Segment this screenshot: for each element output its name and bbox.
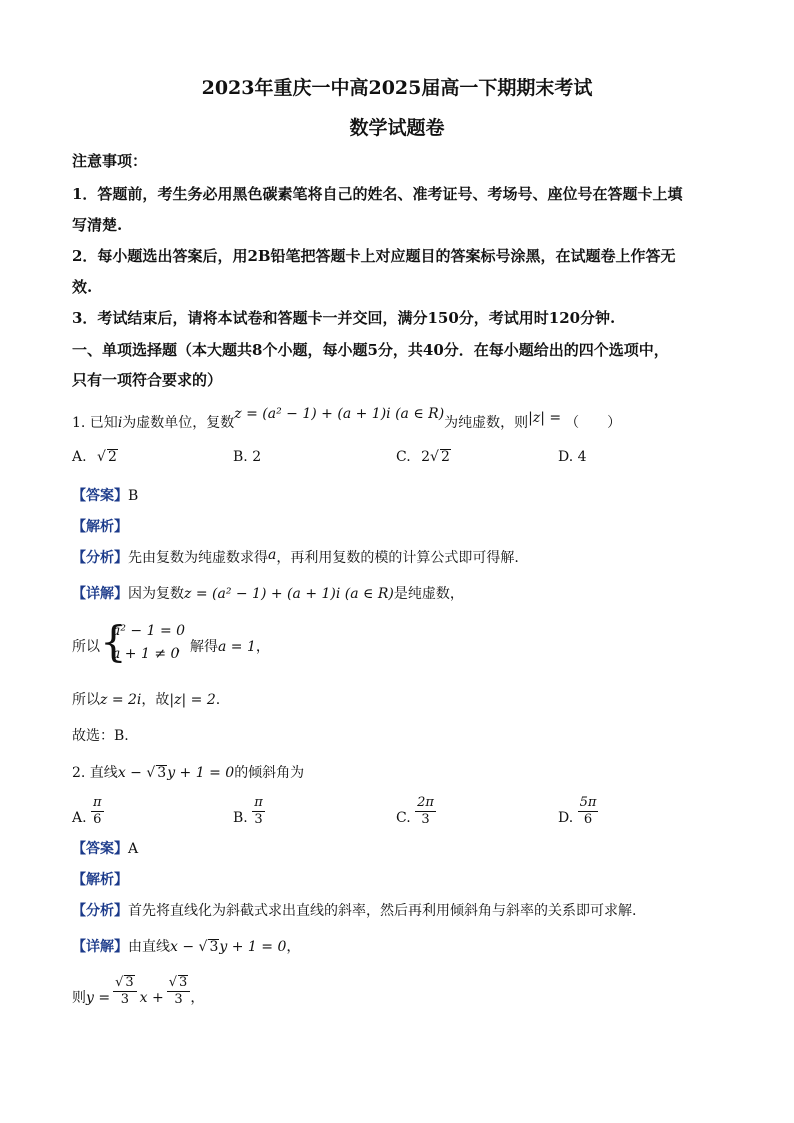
q2-detail-tag: 【详解】 xyxy=(72,939,128,955)
q2-f2-num: 3 xyxy=(179,975,188,990)
q2-option-b-den: 3 xyxy=(254,812,263,827)
q2-fraction-2: $\frac{√ 3}{3}$ xyxy=(167,975,191,1008)
q2-fraction-1: $\frac{√ 3}{3}$ xyxy=(113,975,137,1008)
q2-option-d-den: 6 xyxy=(583,812,593,827)
q1-answer-value: B xyxy=(128,488,139,504)
q1-answer-tag: 【答案】 xyxy=(72,488,128,504)
q2-option-d-num: 5π xyxy=(579,795,597,810)
q1-so2: 所以 xyxy=(72,692,100,708)
q2-answer xyxy=(72,838,138,858)
q2-option-c-fraction xyxy=(415,795,436,828)
q1-so-label: 所以 xyxy=(72,639,100,655)
note-item-2: 2．每小题选出答案后，用2B铅笔把答题卡上对应题目的答案标号涂黑，在试题卷上作答无 xyxy=(72,247,676,265)
note-item-3: 3．考试结束后，请将本试卷和答题卡一并交回，满分150分，考试用时120分钟. xyxy=(72,309,616,327)
q2-option-a-den: 6 xyxy=(93,812,102,827)
q2-fenxi-tag: 【分析】 xyxy=(72,903,128,919)
q2-f2-den: 3 xyxy=(174,992,183,1007)
system-brace: { xyxy=(100,617,127,666)
question-1 xyxy=(72,406,622,432)
q1-dot: . xyxy=(215,692,221,708)
q2-prefix: 2. 直线 xyxy=(72,765,118,781)
q2-detail-pre: 由直线 xyxy=(128,939,170,955)
note-item-1-cont: 写清楚. xyxy=(72,216,123,234)
q2-x-plus: x + xyxy=(139,989,164,1006)
q2-f1-den: 3 xyxy=(120,992,130,1007)
q2-end: ， xyxy=(190,989,205,1006)
q1-option-c-coef: 2 xyxy=(421,449,431,465)
q1-detail xyxy=(72,583,464,603)
q1-equation-system xyxy=(100,617,186,670)
q1-gu: ，故 xyxy=(141,692,170,708)
q1-fenxi-post: ，再利用复数的模的计算公式即可得解. xyxy=(276,550,519,566)
section-heading-cont: 只有一项符合要求的） xyxy=(72,371,223,389)
q2-eq-a: x − xyxy=(117,765,147,781)
q1-detail-tag: 【详解】 xyxy=(72,586,128,602)
q2-detail-eq-radicand: 3 xyxy=(209,939,219,955)
q1-fenxi xyxy=(72,547,519,567)
q1-detail-post: 是纯虚数， xyxy=(393,586,464,602)
q1-option-c-radicand: 2 xyxy=(440,449,450,465)
q2-fenxi-text: 首先将直线化为斜截式求出直线的斜率，然后再利用倾斜角与斜率的关系即可求解. xyxy=(128,903,637,919)
q1-z-expression: z = (a² − 1) + (a + 1)i (a ∈ R) xyxy=(234,406,445,422)
q1-fenxi-tag: 【分析】 xyxy=(72,550,128,566)
q2-post: 的倾斜角为 xyxy=(234,765,305,781)
note-item-2-cont: 效. xyxy=(72,278,93,296)
q1-system-line-1: a² − 1 = 0 xyxy=(112,623,186,639)
q2-detail-end: ， xyxy=(286,939,301,955)
q1-option-a-value: 2 xyxy=(107,449,117,465)
q2-option-c-den: 3 xyxy=(421,812,430,827)
q2-eq-b: y + 1 = 0 xyxy=(167,765,235,781)
q1-prefix: 1. 已知 xyxy=(72,415,118,431)
q1-solve-end: ， xyxy=(255,639,270,655)
q2-answer-tag: 【答案】 xyxy=(72,841,128,857)
q2-detail-eq-a: x − xyxy=(170,939,199,955)
q2-option-b xyxy=(233,795,265,828)
section-heading: 一、单项选择题（本大题共8个小题，每小题5分，共40分．在每小题给出的四个选项中， xyxy=(72,341,669,359)
q1-z-value: z = 2i xyxy=(100,692,142,708)
q2-analysis-tag: 【解析】 xyxy=(72,872,128,888)
q2-option-c xyxy=(396,795,436,828)
q2-option-a xyxy=(72,795,104,828)
q2-option-d xyxy=(558,795,598,828)
q2-slope-intercept xyxy=(72,975,204,1008)
q1-detail-expression: z = (a² − 1) + (a + 1)i (a ∈ R) xyxy=(184,586,394,602)
q2-option-d-fraction xyxy=(578,795,599,828)
q1-choice: 故选：B. xyxy=(72,728,129,744)
q1-post: 为纯虚数，则 xyxy=(444,415,529,431)
q1-system-line-2: a + 1 ≠ 0 xyxy=(112,646,180,662)
q1-analysis-tag: 【解析】 xyxy=(72,519,128,535)
q2-then: 则 xyxy=(72,989,86,1006)
q2-option-a-fraction xyxy=(91,795,104,828)
q2-option-b-label: B. xyxy=(233,809,248,826)
q2-option-c-num: 2π xyxy=(417,795,434,810)
q2-y-eq: y = xyxy=(86,989,111,1006)
q2-detail: 【详解】由直线x − √ 3y + 1 = 0， xyxy=(72,939,301,955)
q2-eq-radicand: 3 xyxy=(157,765,167,781)
q1-solve-expression: a = 1 xyxy=(218,639,256,655)
q1-option-a-label: A. xyxy=(72,449,87,465)
q1-mid: 为虚数单位，复数 xyxy=(122,415,235,431)
q2-answer-value: A xyxy=(128,841,139,857)
q2-fenxi xyxy=(72,900,636,920)
q1-abs-value: |z| = 2 xyxy=(169,692,216,708)
q2-option-d-label: D. xyxy=(558,809,574,826)
q1-paren: （ ） xyxy=(565,415,622,431)
q1-abs-expression: |z| = xyxy=(528,410,562,426)
question-2: 2. 直线x − √ 3y + 1 = 0的倾斜角为 xyxy=(72,765,305,781)
exam-subtitle: 数学试题卷 xyxy=(349,117,445,139)
q2-f1-num: 3 xyxy=(125,975,134,990)
q1-fenxi-var: a xyxy=(268,547,277,563)
q2-option-c-label: C. xyxy=(396,809,411,826)
q1-result xyxy=(72,689,220,709)
q2-option-a-label: A. xyxy=(72,809,87,826)
q1-solve xyxy=(176,636,270,656)
q2-detail-eq-b: y + 1 = 0 xyxy=(219,939,287,955)
notes-heading: 注意事项： xyxy=(72,152,148,170)
q2-option-a-num: π xyxy=(93,795,102,810)
q1-detail-pre: 因为复数 xyxy=(128,586,184,602)
note-item-1: 1．答题前，考生务必用黑色碳素笔将自己的姓名、准考证号、考场号、座位号在答题卡上填 xyxy=(72,185,683,203)
q1-option-c: C. 2√ 2 xyxy=(396,449,450,465)
q2-option-b-fraction xyxy=(252,795,265,828)
q1-fenxi-pre: 先由复数为纯虚数求得 xyxy=(128,550,268,566)
q2-option-b-num: π xyxy=(254,795,263,810)
q1-option-b: B. 2 xyxy=(233,449,262,465)
q1-option-c-label: C. xyxy=(396,449,411,465)
q1-i-symbol: i xyxy=(117,415,123,431)
q1-option-a: A. √ 2 xyxy=(72,449,117,465)
q1-option-d: D. 4 xyxy=(558,449,587,465)
q1-solve-label: ，解得 xyxy=(176,639,218,655)
q1-answer xyxy=(72,485,138,505)
exam-title: 2023年重庆一中高2025届高一下期期末考试 xyxy=(201,77,593,99)
